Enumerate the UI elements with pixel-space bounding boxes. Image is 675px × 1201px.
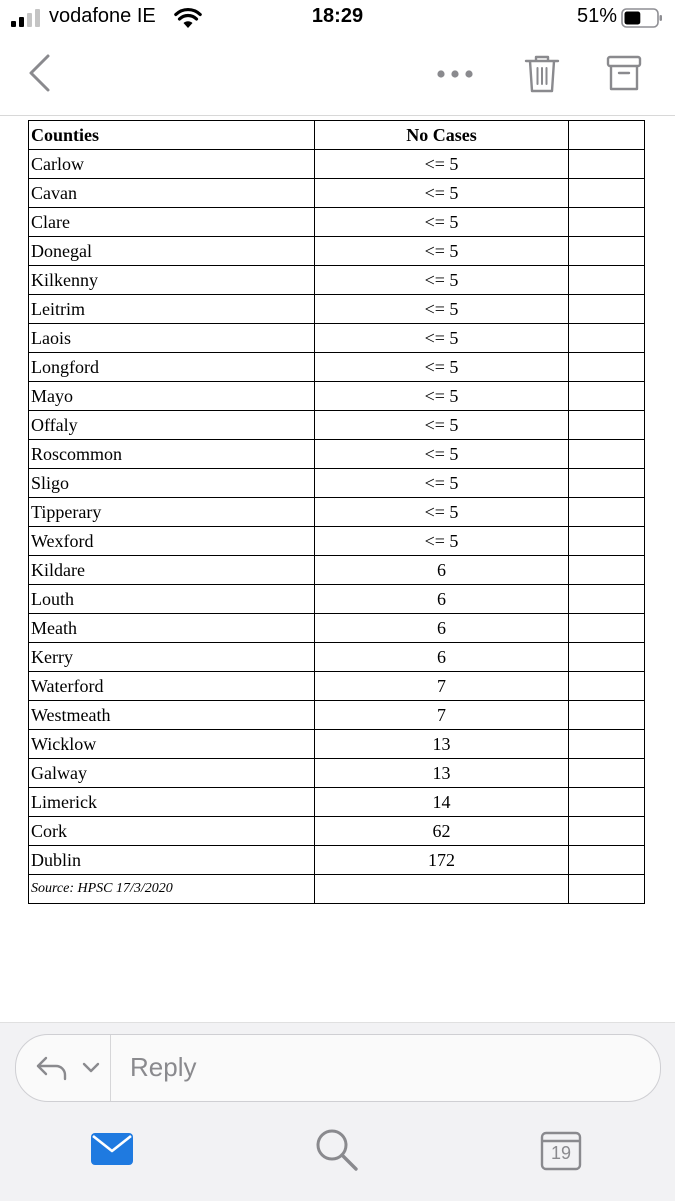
case-count-cell: <= 5: [315, 237, 569, 266]
case-count-cell: 13: [315, 730, 569, 759]
empty-cell: [569, 440, 645, 469]
empty-cell: [569, 556, 645, 585]
county-name-cell: Donegal: [29, 237, 315, 266]
case-count-cell: <= 5: [315, 208, 569, 237]
empty-cell: [569, 643, 645, 672]
back-chevron-icon[interactable]: [26, 53, 52, 93]
source-row-empty-cell: [315, 875, 569, 904]
empty-cell: [569, 730, 645, 759]
table-row: [29, 324, 645, 353]
empty-cell: [569, 672, 645, 701]
county-name-cell: Dublin: [29, 846, 315, 875]
source-note: Source: HPSC 17/3/2020: [29, 875, 315, 904]
county-name-cell: Laois: [29, 324, 315, 353]
table-row: [29, 614, 645, 643]
reply-divider: [110, 1035, 111, 1101]
table-row: [29, 672, 645, 701]
table-row: [29, 759, 645, 788]
case-count-cell: 13: [315, 759, 569, 788]
case-count-cell: 6: [315, 556, 569, 585]
archive-icon[interactable]: [606, 55, 642, 93]
case-count-cell: <= 5: [315, 353, 569, 382]
empty-cell: [569, 527, 645, 556]
case-count-cell: <= 5: [315, 498, 569, 527]
source-row: [29, 875, 645, 904]
county-name-cell: Sligo: [29, 469, 315, 498]
carrier-name: vodafone IE: [49, 5, 156, 27]
case-count-cell: <= 5: [315, 150, 569, 179]
table-row: [29, 150, 645, 179]
table-row: [29, 179, 645, 208]
case-count-cell: 6: [315, 614, 569, 643]
county-name-cell: Waterford: [29, 672, 315, 701]
county-name-cell: Carlow: [29, 150, 315, 179]
county-name-cell: Limerick: [29, 788, 315, 817]
table-row: [29, 411, 645, 440]
search-icon[interactable]: [314, 1127, 360, 1173]
empty-cell: [569, 150, 645, 179]
empty-cell: [569, 759, 645, 788]
county-name-cell: Cork: [29, 817, 315, 846]
header-empty: [569, 121, 645, 150]
empty-cell: [569, 411, 645, 440]
battery-percentage: 51%: [576, 5, 617, 27]
county-name-cell: Louth: [29, 585, 315, 614]
empty-cell: [569, 382, 645, 411]
empty-cell: [569, 788, 645, 817]
table-row: [29, 498, 645, 527]
trash-icon[interactable]: [524, 54, 560, 94]
reply-arrow-icon[interactable]: [35, 1054, 69, 1082]
case-count-cell: <= 5: [315, 295, 569, 324]
header-no-cases: No Cases: [315, 121, 569, 150]
calendar-day-number[interactable]: 19: [550, 1143, 572, 1163]
table-row: [29, 527, 645, 556]
battery-icon: [621, 8, 663, 28]
county-name-cell: Westmeath: [29, 701, 315, 730]
source-row-empty-cell: [569, 875, 645, 904]
county-name-cell: Mayo: [29, 382, 315, 411]
reply-label[interactable]: Reply: [130, 1052, 197, 1082]
case-count-cell: 7: [315, 672, 569, 701]
county-name-cell: Wexford: [29, 527, 315, 556]
case-count-cell: <= 5: [315, 324, 569, 353]
county-name-cell: Kerry: [29, 643, 315, 672]
county-name-cell: Tipperary: [29, 498, 315, 527]
table-row: [29, 585, 645, 614]
table-row: [29, 353, 645, 382]
empty-cell: [569, 585, 645, 614]
empty-cell: [569, 817, 645, 846]
table-row: [29, 817, 645, 846]
table-row: [29, 730, 645, 759]
case-count-cell: <= 5: [315, 411, 569, 440]
case-count-cell: 6: [315, 643, 569, 672]
case-count-cell: <= 5: [315, 179, 569, 208]
case-count-cell: 14: [315, 788, 569, 817]
reply-bar[interactable]: [15, 1034, 661, 1102]
status-time: 18:29: [311, 5, 364, 27]
table-row: [29, 382, 645, 411]
empty-cell: [569, 498, 645, 527]
table-header-row: [29, 121, 645, 150]
county-name-cell: Leitrim: [29, 295, 315, 324]
county-cases-table: [28, 120, 645, 904]
bottom-bar: [0, 1022, 675, 1201]
case-count-cell: 172: [315, 846, 569, 875]
chevron-down-icon[interactable]: [82, 1061, 100, 1075]
empty-cell: [569, 266, 645, 295]
empty-cell: [569, 614, 645, 643]
message-toolbar: [0, 40, 675, 116]
county-name-cell: Roscommon: [29, 440, 315, 469]
table-row: [29, 440, 645, 469]
empty-cell: [569, 179, 645, 208]
table-row: [29, 208, 645, 237]
case-count-cell: <= 5: [315, 469, 569, 498]
status-bar: [0, 0, 675, 40]
email-body-document: [0, 116, 675, 1022]
case-count-cell: 7: [315, 701, 569, 730]
table-row: [29, 643, 645, 672]
table-row: [29, 295, 645, 324]
case-count-cell: <= 5: [315, 440, 569, 469]
empty-cell: [569, 846, 645, 875]
county-name-cell: Clare: [29, 208, 315, 237]
empty-cell: [569, 324, 645, 353]
more-options-icon[interactable]: [435, 68, 475, 80]
county-name-cell: Cavan: [29, 179, 315, 208]
case-count-cell: 62: [315, 817, 569, 846]
empty-cell: [569, 469, 645, 498]
table-body: [29, 150, 645, 875]
empty-cell: [569, 353, 645, 382]
county-name-cell: Kildare: [29, 556, 315, 585]
table-row: [29, 237, 645, 266]
header-counties: Counties: [29, 121, 315, 150]
mail-icon[interactable]: [90, 1131, 134, 1167]
empty-cell: [569, 701, 645, 730]
case-count-cell: 6: [315, 585, 569, 614]
empty-cell: [569, 295, 645, 324]
case-count-cell: <= 5: [315, 382, 569, 411]
empty-cell: [569, 208, 645, 237]
table-row: [29, 701, 645, 730]
case-count-cell: <= 5: [315, 527, 569, 556]
county-name-cell: Offaly: [29, 411, 315, 440]
case-count-cell: <= 5: [315, 266, 569, 295]
county-name-cell: Longford: [29, 353, 315, 382]
table-row: [29, 556, 645, 585]
table-row: [29, 788, 645, 817]
county-name-cell: Meath: [29, 614, 315, 643]
table-row: [29, 469, 645, 498]
table-row: [29, 846, 645, 875]
county-name-cell: Kilkenny: [29, 266, 315, 295]
empty-cell: [569, 237, 645, 266]
county-name-cell: Galway: [29, 759, 315, 788]
county-name-cell: Wicklow: [29, 730, 315, 759]
table-row: [29, 266, 645, 295]
